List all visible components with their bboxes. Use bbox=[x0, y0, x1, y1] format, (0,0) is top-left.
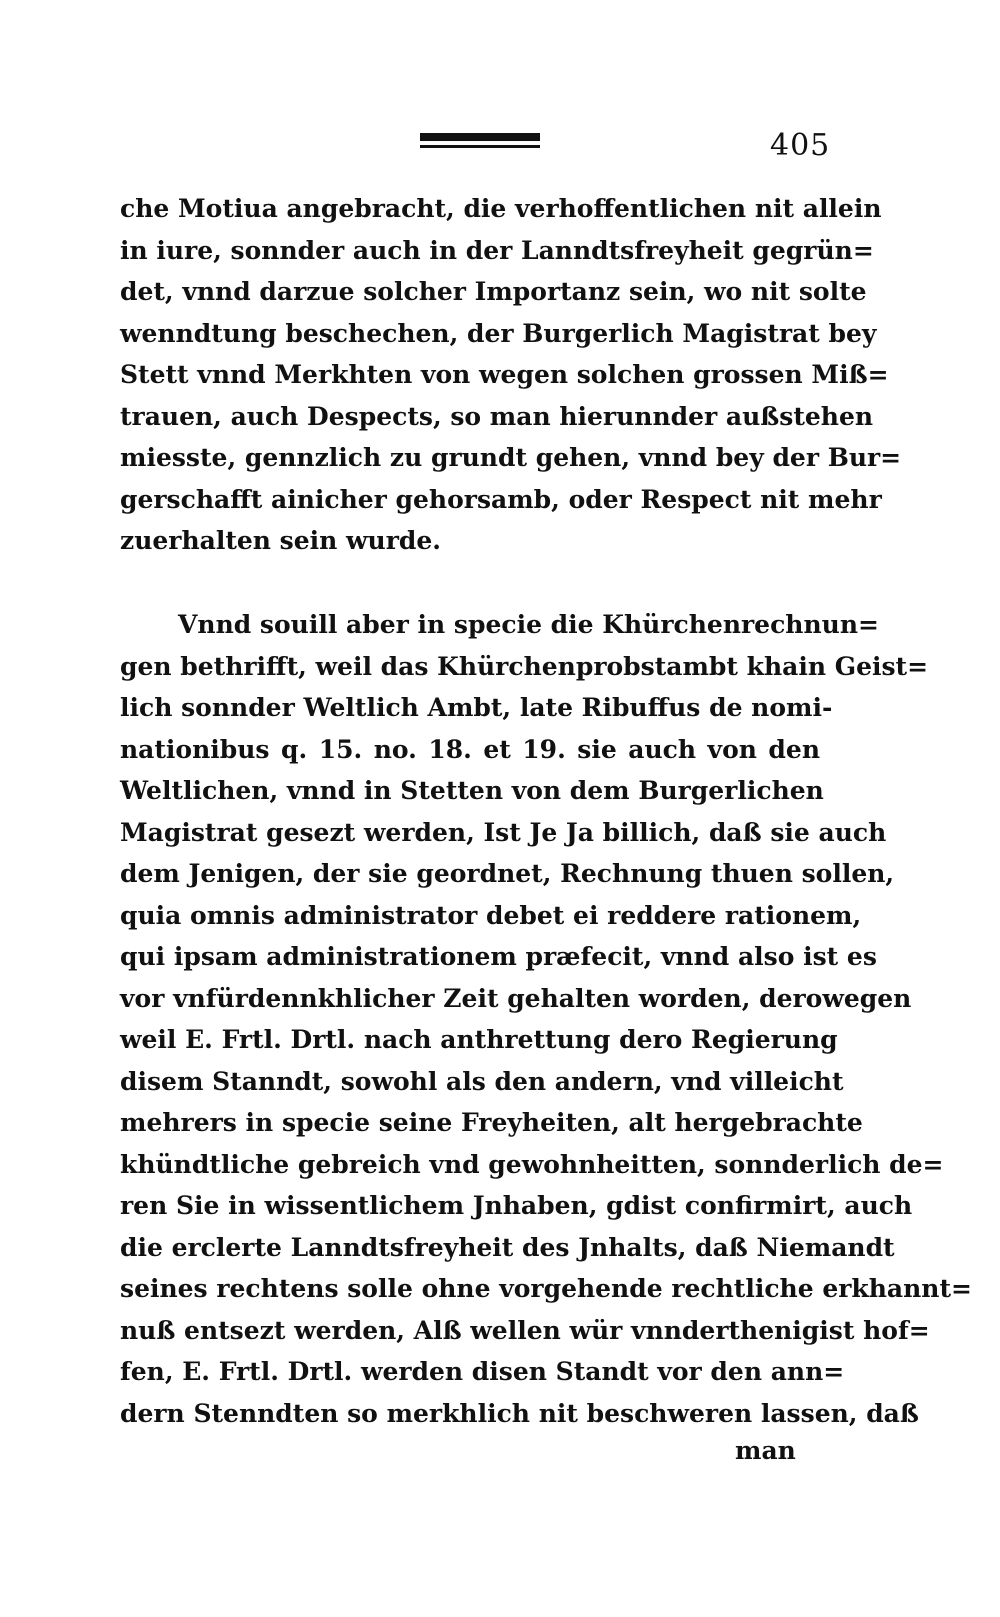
paragraph-1 bbox=[120, 188, 902, 562]
text-line: det, vnnd darzue solcher Importanz sein, wo nit solte bbox=[120, 277, 867, 306]
text-line: vor vnfürdennkhlicher Zeit gehalten worden, derowegen bbox=[120, 983, 912, 1013]
page-number: 405 bbox=[770, 128, 831, 163]
text-line: Vnnd souill aber in specie die Khürchenrechnun= bbox=[178, 610, 879, 639]
paragraph-2 bbox=[120, 604, 972, 1434]
text-line: seines rechtens solle ohne vorgehende rechtliche erkhannt= bbox=[120, 1274, 972, 1303]
text-line: gen bethrifft, weil das Khürchenprobstambt khain Geist= bbox=[120, 651, 929, 681]
text-line: Weltlichen, vnnd in Stetten von dem Burgerlichen bbox=[120, 776, 824, 805]
header-rule-thin bbox=[420, 145, 540, 148]
text-line: che Motiua angebracht, die verhoffentlichen nit allein bbox=[120, 194, 882, 223]
text-line: fen, E. Frtl. Drtl. werden disen Standt vor den ann= bbox=[120, 1357, 845, 1386]
catchword: man bbox=[735, 1436, 796, 1465]
header-rule-thick bbox=[420, 133, 540, 141]
text-line: qui ipsam administrationem præfecit, vnnd also ist es bbox=[120, 942, 877, 971]
text-line: gerschafft ainicher gehorsamb, oder Respect nit mehr bbox=[120, 484, 882, 514]
text-line: ren Sie in wissentlichem Jnhaben, gdist confirmirt, auch bbox=[120, 1191, 913, 1220]
text-line: khündtliche gebreich vnd gewohnheitten, sonnderlich de= bbox=[120, 1149, 944, 1179]
text-line: disem Stanndt, sowohl als den andern, vnd villeicht bbox=[120, 1066, 844, 1096]
text-line: miesste, gennzlich zu grundt gehen, vnnd bey der Bur= bbox=[120, 443, 902, 472]
text-line: die erclerte Lanndtsfreyheit des Jnhalts, daß Niemandt bbox=[120, 1232, 895, 1262]
text-line: dem Jenigen, der sie geordnet, Rechnung thuen sollen, bbox=[120, 859, 895, 888]
text-line: in iure, sonnder auch in der Lanndtsfreyheit gegrün= bbox=[120, 235, 874, 265]
text-line: lich sonnder Weltlich Ambt, late Ribuffus de nomi- bbox=[120, 693, 833, 722]
text-line: mehrers in specie seine Freyheiten, alt hergebrachte bbox=[120, 1108, 863, 1137]
text-line: weil E. Frtl. Drtl. nach anthrettung dero Regierung bbox=[120, 1025, 838, 1054]
text-line: dern Stenndten so merkhlich nit beschweren lassen, daß bbox=[120, 1398, 919, 1428]
text-line: nuß entsezt werden, Alß wellen wür vnnderthenigist hof= bbox=[120, 1315, 930, 1345]
text-line: wenndtung beschechen, der Burgerlich Magistrat bey bbox=[120, 318, 877, 348]
text-line: zuerhalten sein wurde. bbox=[120, 526, 441, 555]
text-line: Stett vnnd Merkhten von wegen solchen grossen Miß= bbox=[120, 360, 889, 389]
text-line: quia omnis administrator debet ei reddere rationem, bbox=[120, 900, 862, 930]
text-line: nationibus q. 15. no. 18. et 19. sie auch von den bbox=[120, 734, 820, 764]
text-line: trauen, auch Despects, so man hierunnder außstehen bbox=[120, 401, 874, 431]
text-line: Magistrat gesezt werden, Ist Je Ja billich, daß sie auch bbox=[120, 817, 887, 847]
header-rule bbox=[420, 133, 540, 148]
